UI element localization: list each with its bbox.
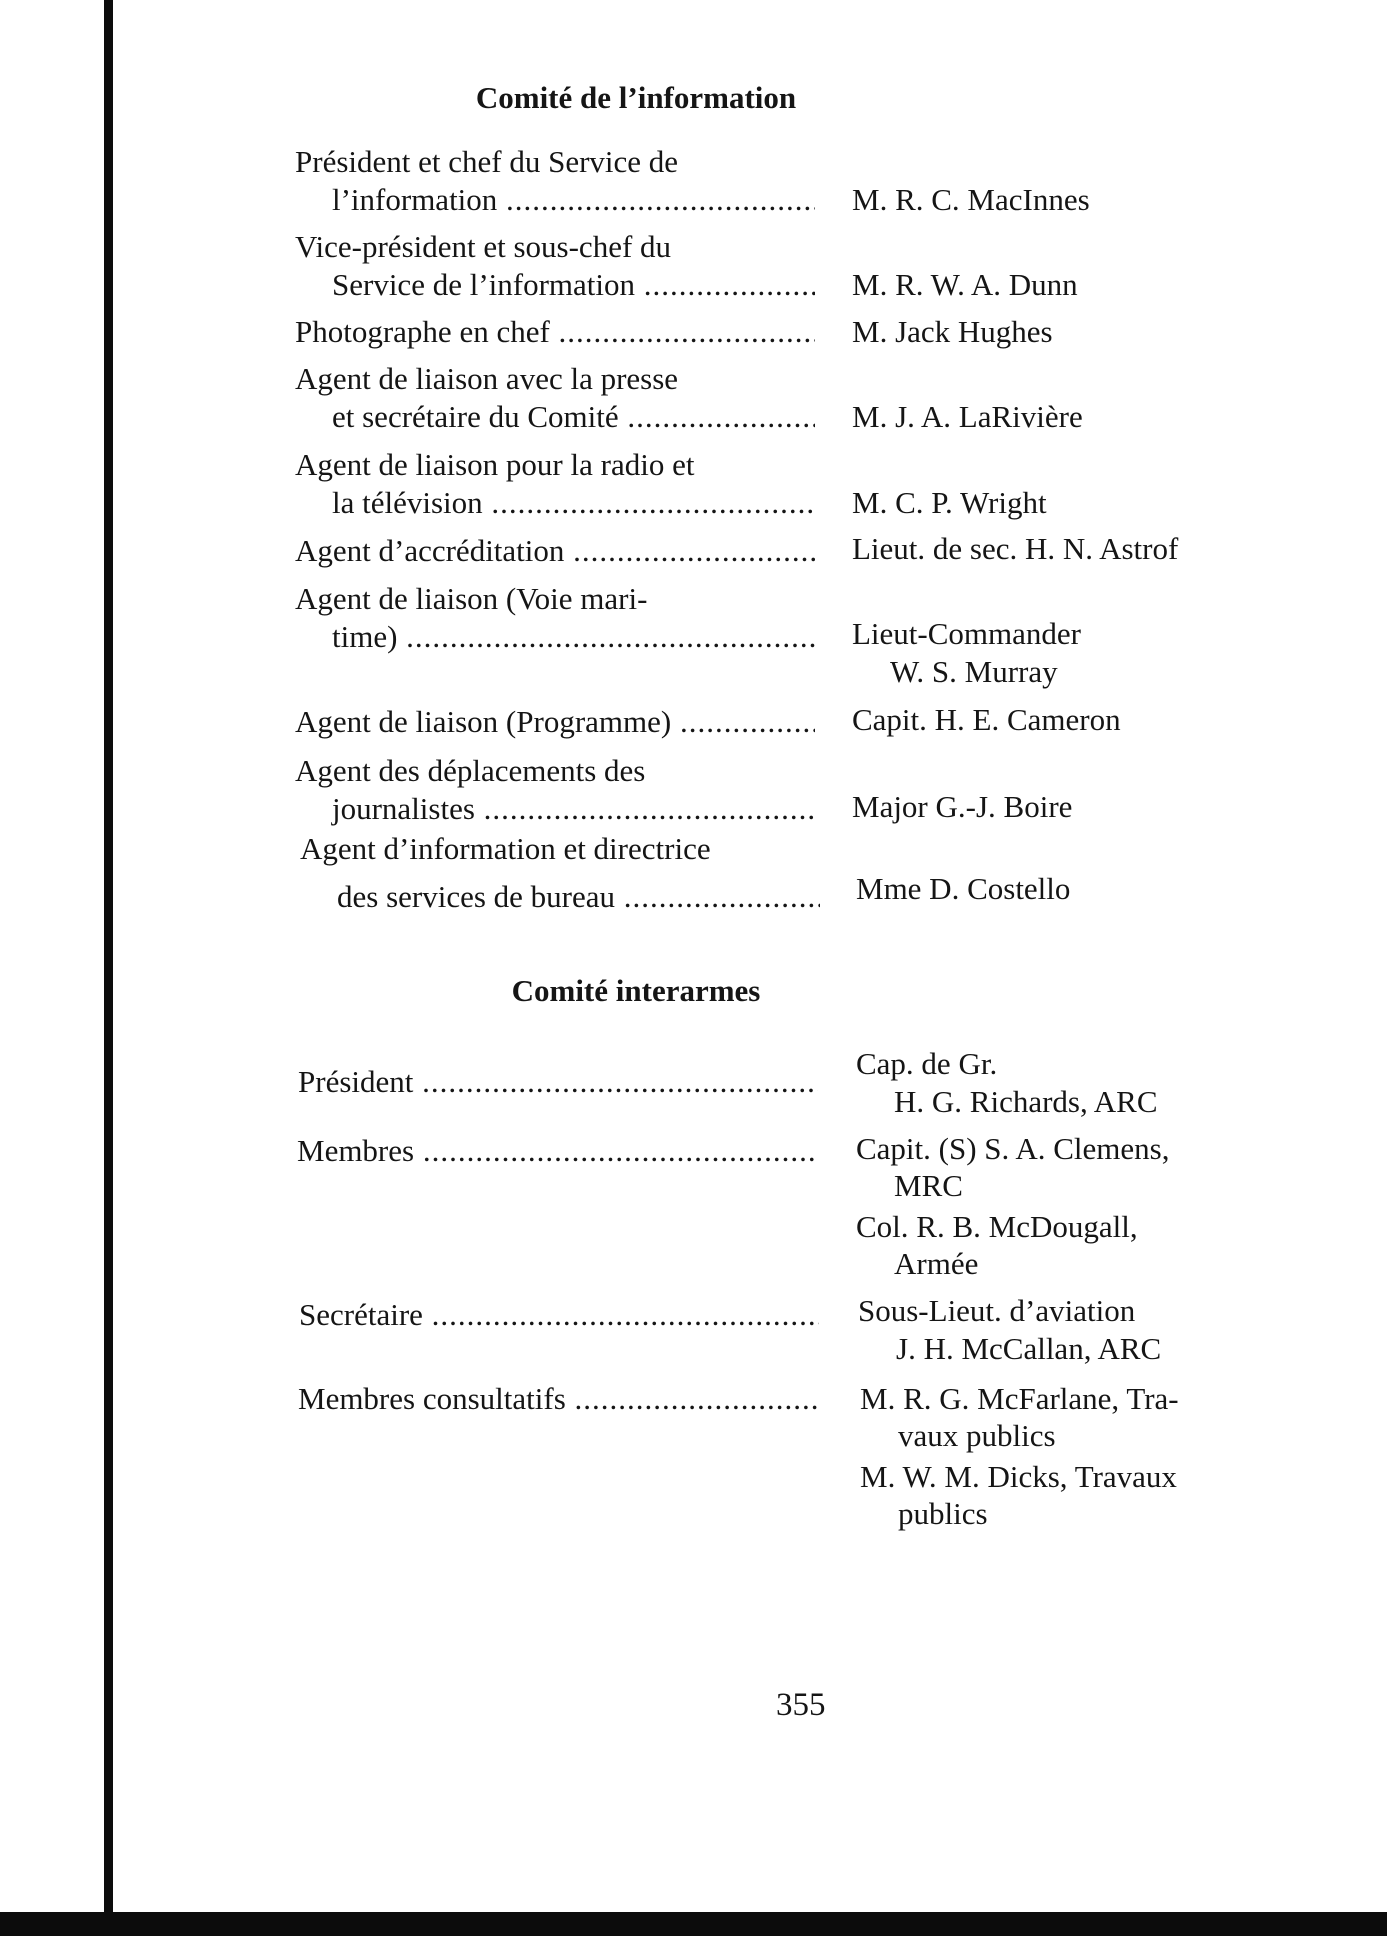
person-name: M. R. G. McFarlane, Tra- vaux publics M. W. M. Dicks, Travaux publics [860,1381,1179,1531]
role-label: Agent des déplacements des journalistes ..... [295,752,815,828]
person-name: Mme D. Costello [856,871,1071,906]
person-name: M. Jack Hughes [852,314,1053,349]
role-label: Secrétaire ..... [299,1292,819,1334]
role-label: Membres ..... [297,1130,817,1170]
role-label: Président ..... [298,1045,818,1101]
person-name: M. J. A. LaRivière [852,399,1083,434]
person-name: Sous-Lieut. d’aviation J. H. McCallan, ARC [858,1293,1162,1366]
person-name: Lieut. de sec. H. N. Astrof [852,531,1179,566]
role-label: Vice-président et sous-chef du Service de l’information ..... [295,228,815,304]
section-title-interarmes: Comité interarmes [511,973,761,1008]
person-name: Major G.-J. Boire [852,789,1073,824]
person-name: Capit. (S) S. A. Clemens, MRC Col. R. B. McDougall, Armée [856,1131,1170,1281]
role-label: Agent de liaison avec la presse et secrétaire du Comité ..... [295,360,815,436]
person-name: Lieut-Commander W. S. Murray [852,616,1081,689]
role-label: Agent de liaison pour la radio et la télévision ..... [295,446,815,522]
role-label: Agent d’information et directrice des services de bureau ..... [300,830,820,916]
person-name: M. C. P. Wright [852,485,1047,520]
section-title-information: Comité de l’information [475,80,797,115]
role-label: Membres consultatifs ..... [298,1380,818,1418]
person-name: Cap. de Gr. H. G. Richards, ARC [856,1046,1158,1119]
role-label: Président et chef du Service de l’information ..... [295,143,815,219]
page-number: 355 [776,1687,826,1723]
person-name: Capit. H. E. Cameron [852,702,1121,737]
role-label: Agent de liaison (Voie mari- time) ..... [295,580,815,656]
person-name: M. R. C. MacInnes [852,182,1090,217]
role-label: Photographe en chef ..... [295,313,815,351]
role-label: Agent de liaison (Programme) ..... [295,703,815,741]
role-label: Agent d’accréditation ..... [295,532,815,570]
person-name: M. R. W. A. Dunn [852,267,1078,302]
